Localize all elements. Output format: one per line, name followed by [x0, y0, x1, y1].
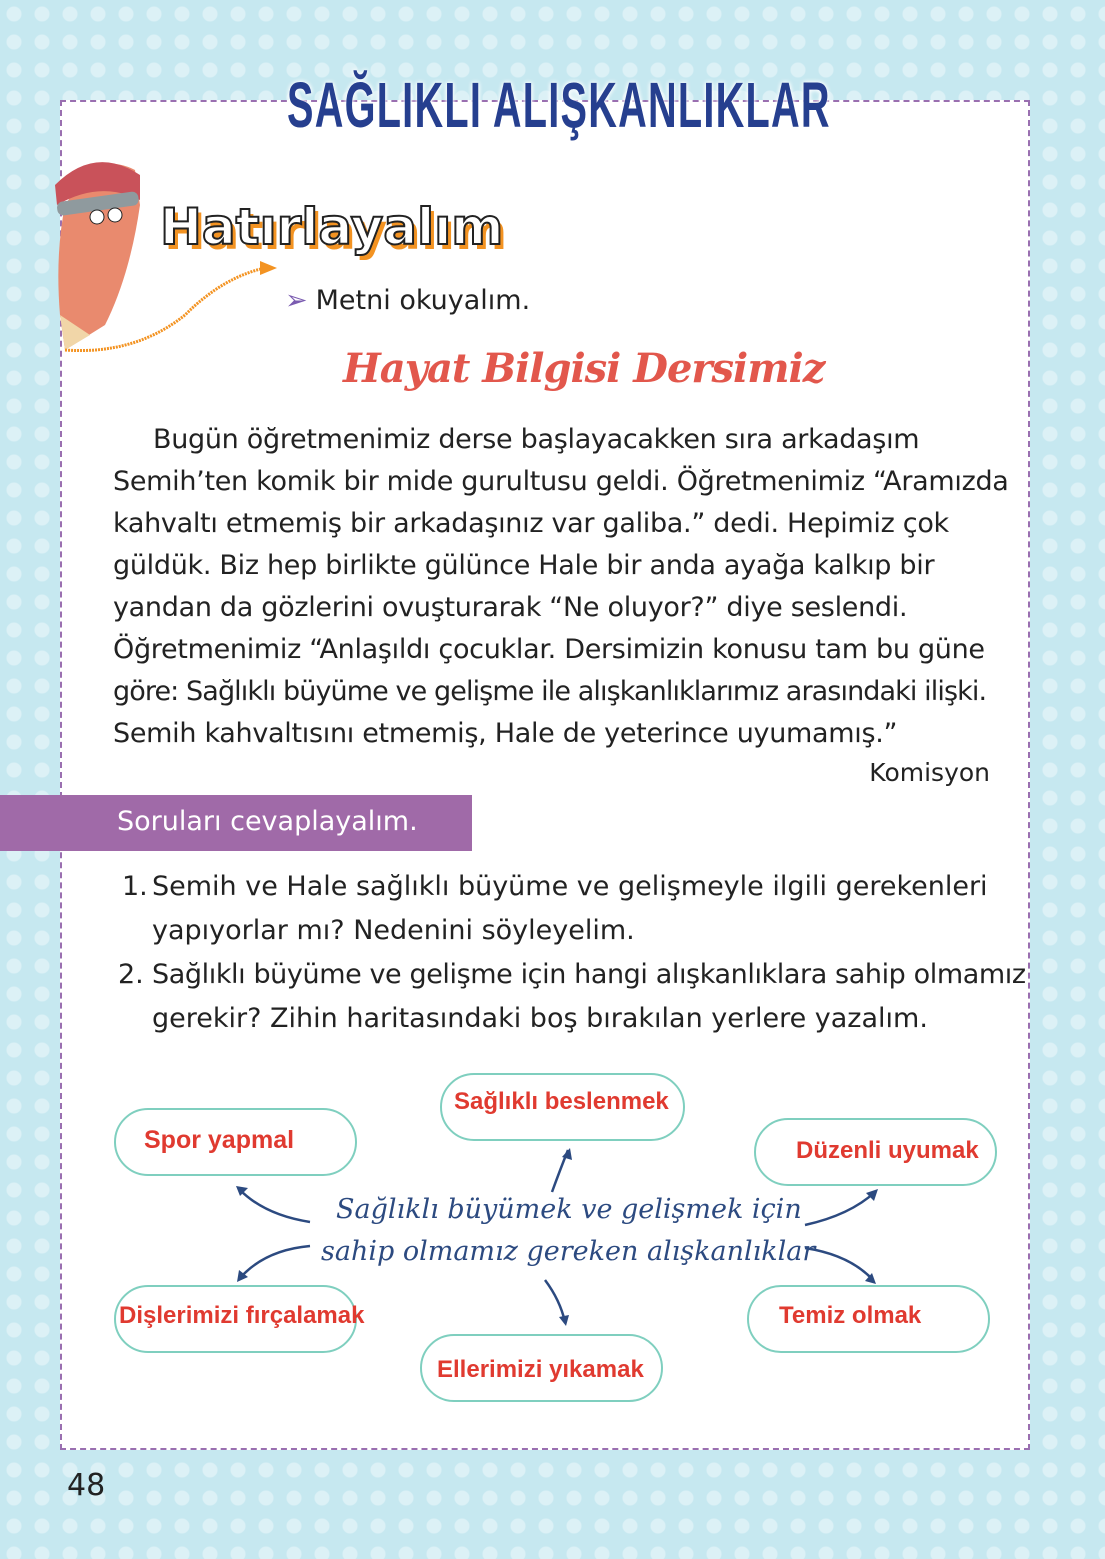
question-text: gerekir? Zihin haritasındaki boş bırakılan yerlere yazalım. [152, 1003, 928, 1034]
question-text: Semih ve Hale sağlıklı büyüme ve gelişmeyle ilgili gerekenleri [152, 871, 988, 902]
story-line: Semih’ten komik bir mide gurultusu geldi. Öğretmenimiz “Aramızda [113, 466, 1009, 497]
section-heading: Hatırlayalım [160, 198, 504, 256]
mindmap-center-line: sahip olmamız gereken alışkanlıklar [321, 1236, 816, 1267]
story-line: Semih kahvaltısını etmemiş, Hale de yeterince uyumamış.” [113, 718, 898, 749]
answer-text: Temiz olmak [779, 1302, 922, 1329]
answer-text: Sağlıklı beslenmek [454, 1088, 669, 1115]
question-text: yapıyorlar mı? Nedenini söyleyelim. [152, 915, 635, 946]
story-line: Öğretmenimiz “Anlaşıldı çocuklar. Dersimizin konusu tam bu güne [113, 634, 985, 665]
page-title: SAĞLIKLI ALIŞKANLIKLAR [287, 69, 831, 141]
answer-text: Ellerimizi yıkamak [437, 1356, 644, 1383]
answer-text: Spor yapmal [144, 1126, 295, 1154]
story-line: kahvaltı etmemiş bir arkadaşınız var galiba.” dedi. Hepimiz çok [113, 508, 949, 539]
question-number: 2. [118, 959, 144, 990]
mindmap-center-line: Sağlıklı büyümek ve gelişmek için [336, 1194, 802, 1225]
question-number: 1. [122, 871, 148, 902]
story-line: göre: Sağlıklı büyüme ve gelişme ile alışkanlıklarımız arasındaki ilişki. [113, 676, 987, 707]
story-line: güldük. Biz hep birlikte gülünce Hale bir anda ayağa kalkıp bir [113, 550, 935, 581]
instruction: ➢ Metni okuyalım. [285, 285, 531, 316]
story-line: yandan da gözlerini ovuşturarak “Ne oluyor?” diye seslendi. [113, 592, 908, 623]
arrow-icon: ➢ [285, 285, 308, 316]
story-author: Komisyon [869, 758, 990, 787]
answer-text: Dişlerimizi fırçalamak [119, 1302, 365, 1329]
page-number: 48 [67, 1468, 106, 1503]
story-line: Bugün öğretmenimiz derse başlayacakken sıra arkadaşım [153, 424, 920, 455]
question-text: Sağlıklı büyüme ve gelişme için hangi alışkanlıklara sahip olmamız [152, 959, 1026, 990]
answer-text: Düzenli uyumak [796, 1137, 979, 1164]
questions-heading: Soruları cevaplayalım. [0, 795, 472, 851]
story-title: Hayat Bilgisi Dersimiz [343, 345, 825, 392]
